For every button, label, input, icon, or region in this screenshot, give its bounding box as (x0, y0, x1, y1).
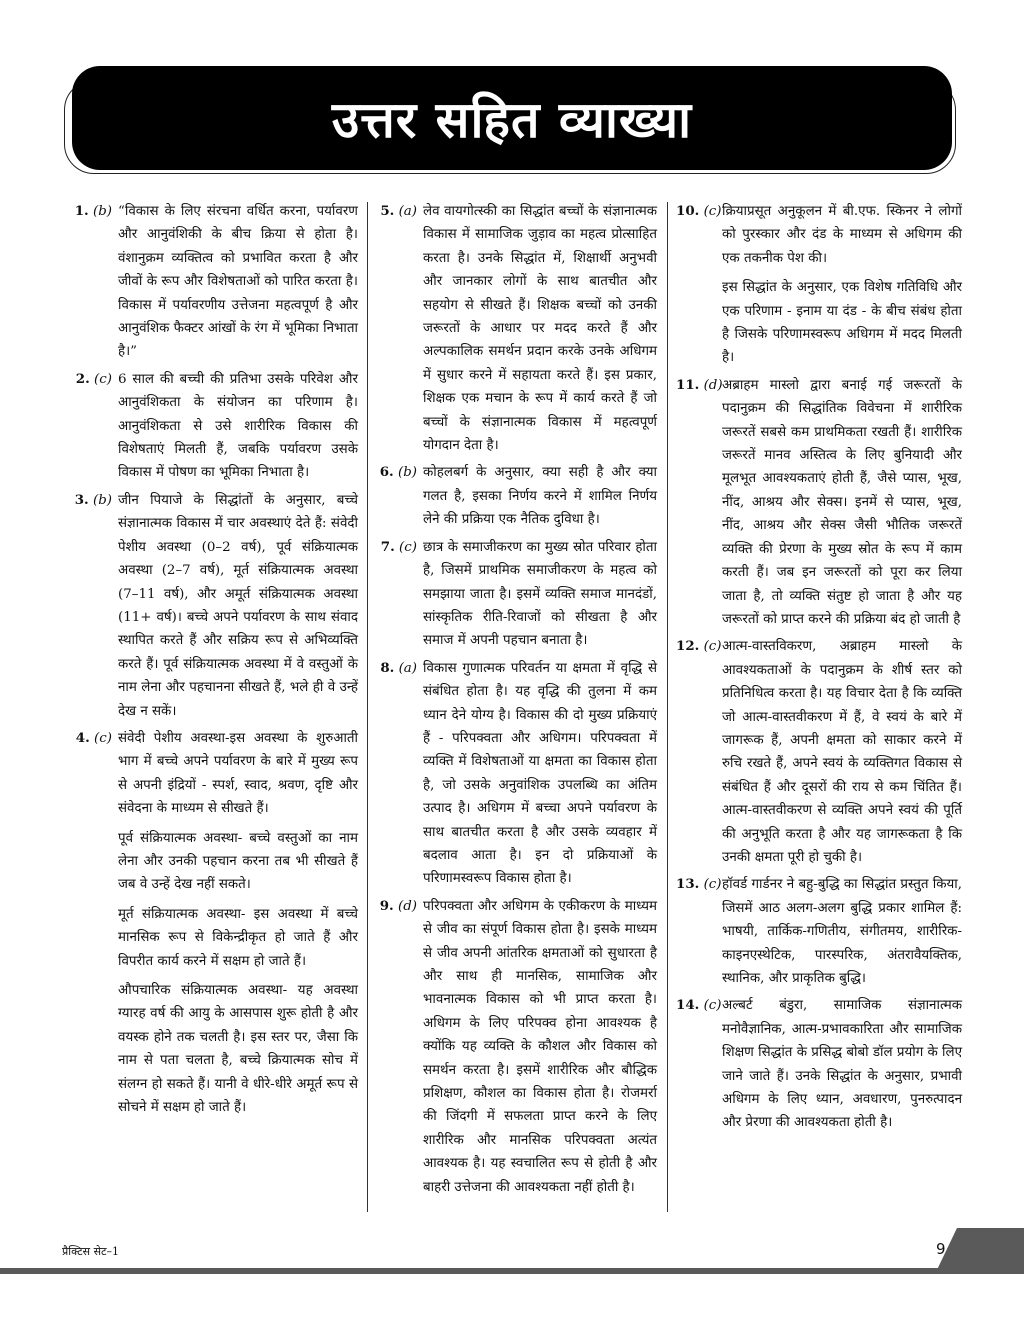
answer-item (72, 368, 358, 485)
answer-item (676, 374, 962, 631)
answer-item (377, 200, 657, 457)
answer-label (676, 994, 722, 1134)
answer-number: 5. (380, 203, 395, 219)
explanation-paragraph: मूर्त संक्रियात्मक अवस्था- इस अवस्था में बच्चे मानसिक रूप से विकेन्द्रीकृत हो जाते हैं और विपरीत कार्य करने में सक्षम हो जाते हैं। (118, 906, 358, 969)
answer-option: (a) (398, 660, 417, 676)
answer-option: (b) (92, 204, 112, 219)
answer-number: 9. (379, 897, 394, 914)
page-title: उत्तर सहित व्याख्या (331, 91, 693, 149)
footer-set-label: प्रैक्टिस सेट–1 (62, 1245, 120, 1258)
answer-number: 3. (74, 491, 89, 508)
answer-item (72, 727, 358, 1120)
answer-label (676, 200, 722, 370)
explanation-paragraph: छात्र के समाजीकरण का मुख्य स्रोत परिवार होता है, जिसमें प्राथमिक समाजीकरण के महत्व को समझाया जाता है। इसमें व्यक्ति समाज मानदंडों, सांस्कृतिक रीति-रिवाजों को सीखता है और समाज में अपनी पहचान बनाता है। (423, 539, 657, 649)
answer-label (377, 657, 423, 891)
answer-number: 10. (676, 203, 700, 219)
answer-label (377, 461, 423, 531)
answer-item (377, 461, 657, 531)
answer-label (72, 727, 118, 1120)
answer-explanation (118, 368, 358, 485)
explanation-paragraph: विकास गुणात्मक परिवर्तन या क्षमता में वृद्धि से संबंधित होता है। यह वृद्धि की तुलना में कम ध्यान देने योग्य है। विकास की दो मुख्य प्रक्रियाएं हैं - परिपक्वता और अधिगम। परिपक्वता में व्यक्ति में विशेषताओं या क्षमता का विकास होता है, जो उसके अनुवांशिक उपलब्धि का अंतिम उत्पाद है। अधिगम में बच्चा अपने पर्यावरण के साथ बातचीत करता है और उसके व्यवहार में बदलाव आता है। इन दो प्रक्रियाओं के परिणामस्वरूप विकास होता है। (423, 660, 657, 887)
explanation-paragraph: “विकास के लिए संरचना वर्धित करना, पर्यावरण और आनुवंशिकी के बीच क्रिया से होता है। वंशानुक्रम व्यक्तित्व को प्रभावित करता है और जीवों के रूप और विशेषताओं को पारित करता है। विकास में पर्यावरणीय उत्तेजना महत्वपूर्ण है और आनुवंशिक फैक्टर आंखों के रंग में भूमिका निभाता है।” (118, 204, 358, 360)
answer-label (676, 374, 722, 631)
answer-item (377, 657, 657, 891)
answer-number: 11. (676, 376, 700, 393)
answer-explanation (423, 200, 657, 457)
answer-option: (c) (94, 371, 112, 387)
answer-column-1 (72, 200, 358, 1123)
explanation-paragraph: क्रियाप्रसूत अनुकूलन में बी.एफ. स्किनर ने लोगों को पुरस्कार और दंड के माध्यम से अधिगम की एक तकनीक पेश की। (722, 204, 962, 266)
answer-number: 1. (74, 203, 89, 219)
explanation-paragraph: अल्बर्ट बंडुरा, सामाजिक संज्ञानात्मक मनोवैज्ञानिक, आत्म-प्रभावकारिता और सामाजिक शिक्षण सिद्धांत के प्रसिद्ध बोबो डॉल प्रयोग के लिए जाने जाते हैं। उनके सिद्धांत के अनुसार, प्रभावी अधिगम के लिए ध्यान, अवधारण, पुनरुत्पादन और प्रेरणा की आवश्यकता होती है। (722, 998, 962, 1131)
answer-number: 13. (676, 876, 700, 893)
answer-option: (c) (703, 204, 722, 219)
answer-option: (b) (397, 465, 417, 481)
answer-number: 4. (75, 729, 90, 746)
answer-explanation (118, 489, 358, 723)
answer-item (72, 489, 358, 723)
answer-number: 6. (379, 464, 394, 481)
answer-number: 14. (676, 997, 700, 1014)
answer-explanation (423, 536, 657, 653)
explanation-paragraph: संवेदी पेशीय अवस्था-इस अवस्था के शुरुआती भाग में बच्चे अपने पर्यावरण के बारे में मुख्य रूप से अपनी इंद्रियों - स्पर्श, स्वाद, श्रवण, दृष्टि और संवेदना के माध्यम से सीखते हैं। (118, 730, 358, 817)
answer-item (676, 200, 962, 370)
answer-explanation (722, 873, 962, 990)
explanation-paragraph: अब्राहम मास्लो द्वारा बनाई गई जरूरतों के पदानुक्रम की सिद्धांतिक विवेचना में शारीरिक जरूरतें सबसे कम प्राथमिकता रखती हैं। शारीरिक जरूरतें मानव अस्तित्व के लिए बुनियादी और मूलभूत आवश्यकताएं होती हैं, जैसे प्यास, भूख, नींद, आश्रय और सेक्स। इनमें से प्यास, भूख, नींद, आश्रय और सेक्स जैसी भौतिक जरूरतें व्यक्ति की प्रेरणा के मुख्य स्रोत के रूप में काम करती हैं। जब इन जरूरतों को पूरा कर लिया जाता है, तो व्यक्ति संतुष्ट हो जाता है और यह जरूरतों को प्राप्त करने की प्रक्रिया बंद हो जाती है (722, 377, 962, 627)
answer-label (676, 635, 722, 869)
answer-explanation (118, 200, 358, 364)
answer-option: (a) (398, 204, 417, 219)
answer-explanation (118, 727, 358, 1120)
column-divider (667, 202, 668, 1212)
answer-number: 8. (380, 659, 395, 676)
explanation-paragraph: 6 साल की बच्ची की प्रतिभा उसके परिवेश और आनुवंशिकता के संयोजन का परिणाम है। आनुवंशिकता से उसे शारीरिक विकास की विशेषताएं मिलती हैं, जबकि पर्यावरण उसके विकास में पोषण का भूमिका निभाता है। (118, 371, 358, 481)
answer-column-2 (377, 200, 657, 1203)
explanation-paragraph: हॉवर्ड गार्डनर ने बहु-बुद्धि का सिद्धांत प्रस्तुत किया, जिसमें आठ अलग-अलग बुद्धि प्रकार शामिल हैं: भाषयी, तार्किक-गणितीय, संगीतमय, शारीरिक-काइनएस्थेटिक, पारस्परिक, अंतरावैयक्तिक, स्थानिक, और प्राकृतिक बुद्धि। (722, 877, 962, 986)
answer-explanation (722, 374, 962, 631)
answer-label (676, 873, 722, 990)
answer-item (72, 200, 358, 364)
title-banner (72, 66, 952, 170)
footer-bar (0, 1268, 1024, 1274)
answer-explanation (722, 994, 962, 1134)
answer-explanation (722, 635, 962, 869)
answer-label (72, 368, 118, 485)
answer-option: (c) (703, 639, 722, 655)
answer-option: (d) (703, 377, 723, 393)
answer-label (72, 489, 118, 723)
explanation-paragraph: इस सिद्धांत के अनुसार, एक विशेष गतिविधि और एक परिणाम - इनाम या दंड - के बीच संबंध होता है जिसके परिणामस्वरूप अधिगम में मदद मिलती है। (722, 280, 962, 366)
column-divider (367, 202, 368, 1212)
answer-item (377, 536, 657, 653)
answer-option: (d) (397, 898, 417, 914)
explanation-paragraph: पूर्व संक्रियात्मक अवस्था- बच्चे वस्तुओं का नाम लेना और उनकी पहचान करना तब भी सीखते हैं जब वे उन्हें देख नहीं सकते। (118, 830, 358, 893)
answer-option: (c) (703, 998, 722, 1014)
answer-option: (c) (703, 877, 722, 893)
answer-explanation (423, 895, 657, 1199)
answer-column-3 (676, 200, 962, 1139)
answer-label (377, 536, 423, 653)
answer-number: 2. (75, 370, 90, 387)
explanation-paragraph: परिपक्वता और अधिगम के एकीकरण के माध्यम से जीव का संपूर्ण विकास होता है। इसके माध्यम से जीव अपनी आंतरिक क्षमताओं को सुधारता है और साथ ही मानसिक, सामाजिक और भावनात्मक विकास को भी प्राप्त करता है। अधिगम के लिए परिपक्व होना आवश्यक है क्योंकि यह व्यक्ति के कौशल और विकास को समर्थन करता है। इसमें शारीरिक और बौद्धिक प्रशिक्षण, कौशल का विकास होता है। रोजमर्रा की जिंदगी में सफलता प्राप्त करने के लिए शारीरिक और मानसिक परिपक्वता अत्यंत आवश्यक है। यह स्वचालित रूप से होती है और बाहरी उत्तेजना की आवश्यकता नहीं होती है। (423, 898, 657, 1195)
explanation-paragraph: आत्म-वास्तविकरण, अब्राहम मास्लो के आवश्यकताओं के पदानुक्रम के शीर्ष स्तर को प्रतिनिधित्व करता है। यह विचार देता है कि व्यक्ति जो आत्म-वास्तवीकरण में हैं, वे स्वयं के बारे में जागरूक हैं, अपनी क्षमता को साकार करने में रुचि रखते हैं, अपने स्वयं के व्यक्तिगत विकास से संबंधित हैं और दूसरों की राय से कम चिंतित हैं। आत्म-वास्तवीकरण से व्यक्ति अपने स्वयं की पूर्ति की अनुभूति करता है और यह जागरूकता है कि उनकी क्षमता पूरी हो चुकी है। (722, 639, 962, 865)
explanation-paragraph: जीन पियाजे के सिद्धांतों के अनुसार, बच्चे संज्ञानात्मक विकास में चार अवस्थाएं देते हैं: संवेदी पेशीय अवस्था (0–2 वर्ष), पूर्व संक्रियात्मक अवस्था (2–7 वर्ष), मूर्त संक्रियात्मक अवस्था (7–11 वर्ष), और अमूर्त संक्रियात्मक अवस्था (11+ वर्ष)। बच्चे अपने पर्यावरण के साथ संवाद स्थापित करते हैं और सक्रिय रूप से अभिव्यक्ति करते हैं। पूर्व संक्रियात्मक अवस्था में वे वस्तुओं के नाम लेना और पहचानना सीखते हैं, भले ही वे उन्हें देख न सकें। (118, 492, 358, 719)
answer-option: (c) (399, 539, 417, 555)
answer-label (72, 200, 118, 364)
answer-option: (c) (94, 730, 112, 746)
explanation-paragraph: लेव वायगोत्स्की का सिद्धांत बच्चों के संज्ञानात्मक विकास में सामाजिक जुड़ाव का महत्व प्रोत्साहित करता है। उनके सिद्धांत में, शिक्षार्थी अनुभवी और जानकार लोगों के साथ बातचीत और सहयोग से सीखते हैं। शिक्षक बच्चों को उनकी जरूरतों के आधार पर मदद करते हैं और अल्पकालिक समर्थन प्रदान करके उनके अधिगम में सुधार करने में सहायता करते हैं। इस प्रकार, शिक्षक एक मचान के रूप में कार्य करते हैं जो बच्चों के संज्ञानात्मक विकास में महत्वपूर्ण योगदान देता है। (423, 204, 657, 454)
answer-item (377, 895, 657, 1199)
answer-number: 12. (676, 638, 700, 655)
explanation-paragraph: कोहलबर्ग के अनुसार, क्या सही है और क्या गलत है, इसका निर्णय करने में शामिल निर्णय लेने की प्रक्रिया एक नैतिक दुविधा है। (423, 465, 657, 528)
answer-option: (b) (92, 492, 112, 508)
answer-explanation (423, 657, 657, 891)
answer-number: 7. (380, 538, 395, 555)
answer-explanation (722, 200, 962, 370)
answer-label (377, 200, 423, 457)
page-number: 9 (936, 1240, 946, 1258)
answer-item (676, 994, 962, 1134)
answer-label (377, 895, 423, 1199)
answer-explanation (423, 461, 657, 531)
answer-item (676, 635, 962, 869)
answer-item (676, 873, 962, 990)
explanation-paragraph: औपचारिक संक्रियात्मक अवस्था- यह अवस्था ग्यारह वर्ष की आयु के आसपास शुरू होती है और वयस्क होने तक चलती है। इस स्तर पर, जैसा कि नाम से पता चलता है, बच्चे क्रियात्मक सोच में संलग्न हो सकते हैं। यानी वे धीरे-धीरे अमूर्त रूप से सोचने में सक्षम हो जाते हैं। (118, 983, 358, 1116)
